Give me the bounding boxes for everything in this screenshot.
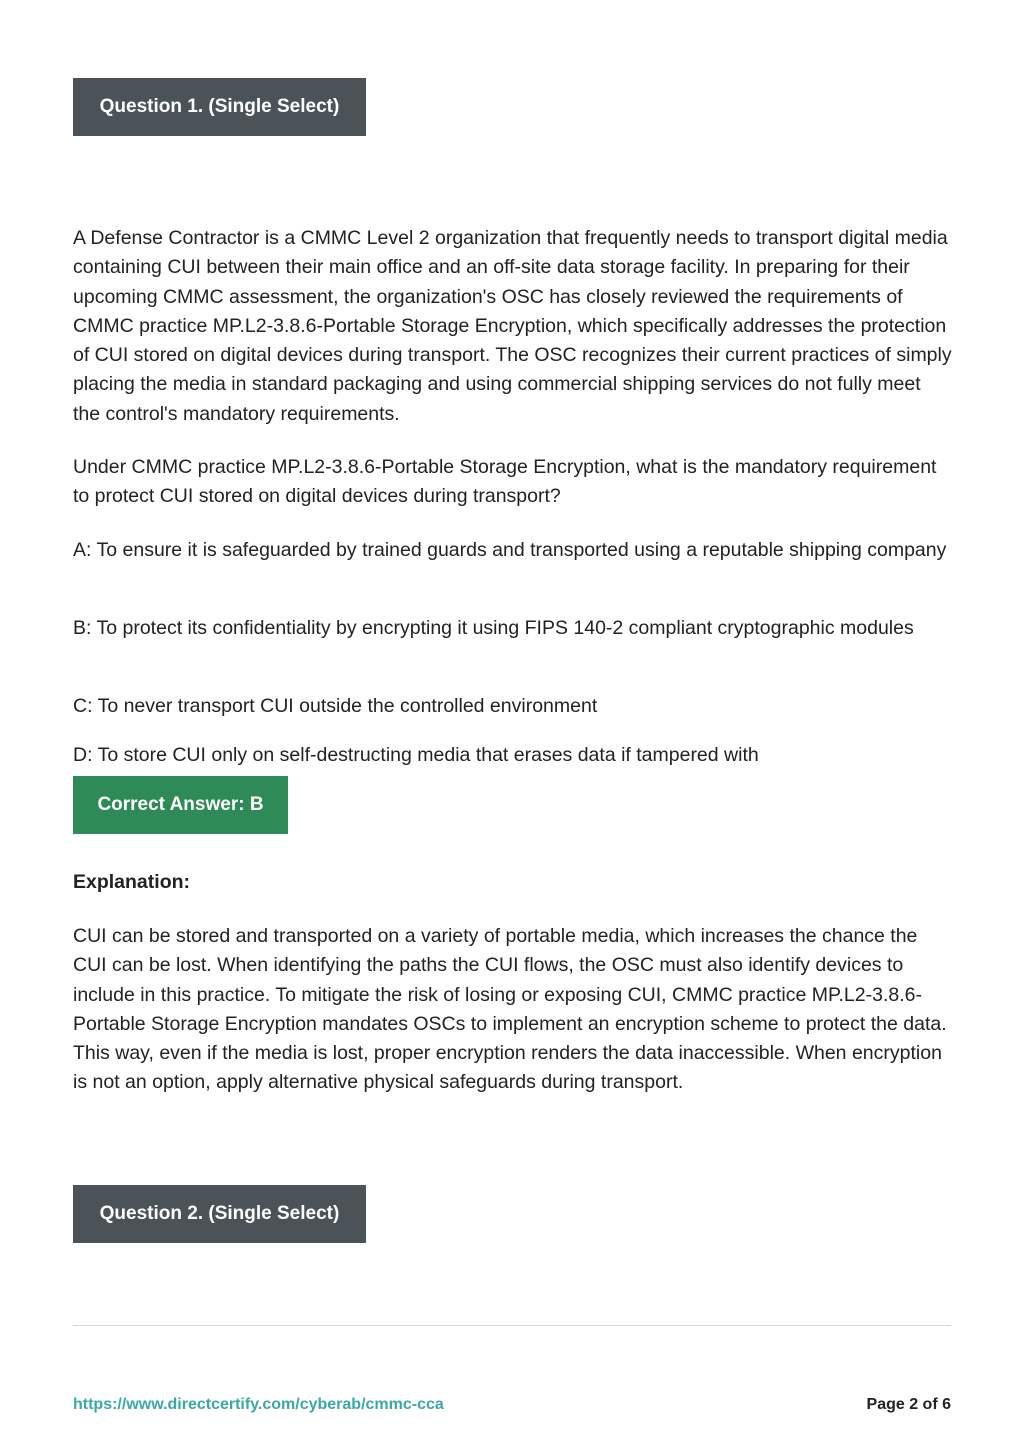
question-1-prompt: Under CMMC practice MP.L2-3.8.6-Portable Storage Encryption, what is the mandatory requirement to protect CUI stored on digital devices during transport?: [73, 456, 937, 508]
explanation-label: Explanation:: [73, 871, 191, 893]
question-1-header: Question 1. (Single Select): [73, 78, 366, 136]
correct-answer-badge: Correct Answer: B: [73, 776, 288, 834]
footer-divider: [73, 1325, 951, 1326]
option-c: C: To never transport CUI outside the controlled environment: [73, 695, 598, 717]
footer-url-link[interactable]: https://www.directcertify.com/cyberab/cmmc-cca: [73, 1396, 444, 1413]
explanation-text: CUI can be stored and transported on a variety of portable media, which increases the chance the CUI can be lost. When identifying the paths the CUI flows, the OSC must also identify devices to include in this practice. To mitigate the risk of losing or exposing CUI, CMMC practice MP.L2-3.8.6-Portable Storage Encryption mandates OSCs to implement an encryption scheme to protect the data. This way, even if the media is lost, proper encryption renders the data inaccessible. When encryption is not an option, apply alternative physical safeguards during transport.: [73, 925, 947, 1094]
page-number: Page 2 of 6: [866, 1396, 951, 1413]
option-b: B: To protect its confidentiality by encrypting it using FIPS 140-2 compliant cryptographic modules: [73, 617, 914, 639]
option-a: A: To ensure it is safeguarded by trained guards and transported using a reputable shipping company: [73, 539, 947, 561]
option-d: D: To store CUI only on self-destructing media that erases data if tampered with: [73, 744, 759, 766]
question-1-scenario: A Defense Contractor is a CMMC Level 2 organization that frequently needs to transport digital media containing CUI between their main office and an off-site data storage facility. In preparing for their upcoming CMMC assessment, the organization's OSC has closely reviewed the requirements of CMMC practice MP.L2-3.8.6-Portable Storage Encryption, which specifically addresses the protection of CUI stored on digital devices during transport. The OSC recognizes their current practices of simply placing the media in standard packaging and using commercial shipping services do not fully meet the control's mandatory requirements.: [73, 227, 952, 425]
question-2-header: Question 2. (Single Select): [73, 1185, 366, 1243]
